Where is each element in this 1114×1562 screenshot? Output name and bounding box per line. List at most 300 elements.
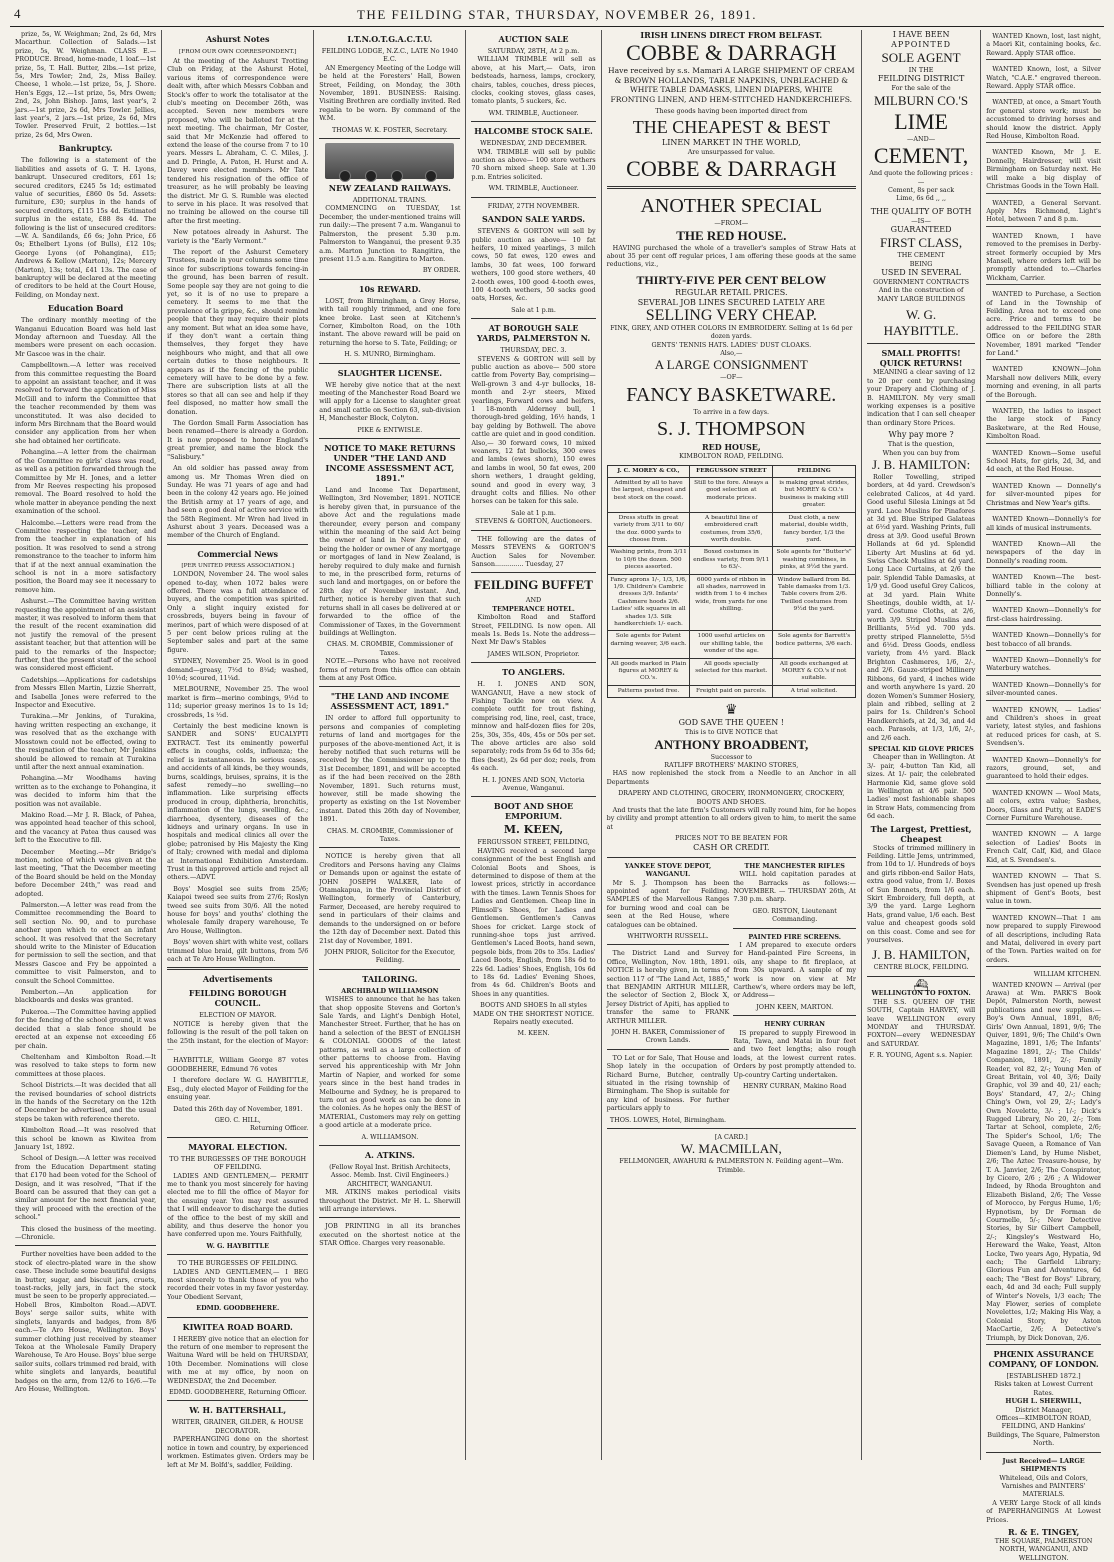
- election-notice: NOTICE is hereby given that the following is the result of the poll taken on the 25th instant, for the election of Mayor:—: [167, 1019, 309, 1054]
- job-printing: JOB PRINTING in all its branches executed on the shortest notice at the STAR Office. Charges very reasonable.: [319, 1222, 461, 1248]
- macmillan-name: W. MACMILLAN,: [680, 1141, 782, 1157]
- successor-label: Successor to: [710, 752, 752, 761]
- of-label: —OF—: [720, 373, 743, 382]
- estate-notice: NOTICE is hereby given that all Creditors and Persons having any Claims or Demands upon or against the estate of JOHN JOSEPH WALKER, late of Otamakapua, in the Provincial District of Wellington, formerly of Canterbury, Farmer, Deceased, are hereby required to send in particulars of their claims and demands to the undersigned on or before the 12th day of December next. Dated this 21st day of November, 1891.: [319, 852, 461, 945]
- tailoring-heading: TAILORING.: [362, 973, 418, 984]
- wanted-ad: WANTED Known—Donnelly's for first-class hairdressing.: [986, 604, 1101, 626]
- divider: [319, 1145, 460, 1146]
- returning-officer: GEO. C. HILL,: [214, 1115, 261, 1124]
- tailoring-signature: A. WILLIAMSON.: [361, 1132, 419, 1141]
- cobbe-darragh-title: COBBE & DARRAGH: [626, 40, 837, 65]
- auction-heading: AUCTION SALE: [498, 34, 569, 44]
- battershall-heading: W. H. BATTERSHALL,: [189, 1405, 287, 1416]
- morey-cell: 1000 useful articles on our shilling table, the wonder of the age.: [690, 631, 773, 658]
- jb-hamilton-2: J. B. HAMILTON,: [872, 947, 971, 963]
- edu-paragraph: Palmerston.—A letter was read from the Committee recommending the Board to sell section No. 90, and to purchase another upon which to erect an infant school. It was resolved that the Secretary should write to the Minister of Education for permission to sell the section, and that Messrs Gascoe and Fry be appointed a committee to visit Palmerston, and to consult the School Committee.: [15, 901, 157, 985]
- anglers-text: H. I. JONES AND SON, WANGANUI, Have a new stock of Fishing Tackle now on view. A complete outfit for trout fishing, comprising rod, line, reel, cast, trace, minnow and half-dozen flies for 20s, 25s, 30s, 35s, 40s, 45s or 50s per set. The above articles are also sold separately; rods from 5s 6d to 35s 6d; flies (best), 2s 6d per doz; reels, from 4s each.: [471, 680, 596, 773]
- auction-date: SATURDAY, 28TH, At 2 p.m.: [487, 47, 580, 55]
- stove-signature: WHITWORTH RUSSELL.: [627, 931, 709, 940]
- morey-cell: is making great strides, but MOREY & CO.'s business is making still greater.: [773, 478, 856, 513]
- cobbe-shipment: Have received by s.s. Mamari A LARGE SHIPMENT OF CREAM & BROWN HOLLANDS, TABLE NAPKINS, UNBLEACHED & WHITE TABLE DAMASKS, LINEN DIAPERS, WHITE FRONTING LINEN, AND HEM-STITCHED HANDKERCHIEFS.: [608, 66, 855, 104]
- morey-header: FERGUSSON STREET: [690, 466, 773, 478]
- god-save-queen: GOD SAVE THE QUEEN !: [678, 718, 784, 728]
- kiwitea-text: I HEREBY give notice that an election for the return of one member to represent the Waituna Ward will be held on THURSDAY, 10th December. Nominations will close with me at my office, by noon on WEDNESDAY, the 2nd December.: [167, 1334, 309, 1385]
- page-columns: [10, 30, 1106, 1562]
- edu-paragraph: Makino Road.—Mr J. R. Black, of Pahea, was appointed head teacher of this school, and the vacancy at Patea thus caused was left to the Executive to fill.: [15, 810, 157, 845]
- card-label: [A CARD.]: [714, 1133, 748, 1142]
- and-label: —AND—: [907, 134, 936, 143]
- morey-cell: All goods marked in Plain figures at MOREY & CO.'s.: [608, 659, 691, 686]
- morey-cell: Sole agents for "Butter's" washing combines, in pinks, at 9½d the yard.: [773, 547, 856, 574]
- cement-title: CEMENT,: [873, 143, 969, 169]
- edu-paragraph: Pohangina.—A letter from the chairman of the Committee re girls' class was read, as well as a petition forwarded through the Committee by Mr H. Jones, and a letter from Mr Reeves respecting his proposed removal. The Board resolved to hold the whole matter in abeyance pending the next examination of the school.: [15, 448, 157, 516]
- wanted-ad: WANTED, the ladies to inspect the large stock of Fancy Basketware, at the Red House, Kimbolton Road.: [986, 405, 1101, 444]
- lower-ads: [607, 862, 856, 1124]
- edu-paragraph: Turakina.—Mr Jenkins, of Turakina, having written respecting an exchange, it was resolved that as the exchange with Mosstown could not be effected, owing to the resignation of the teacher, Mr Jenkins should be allowed to remain at Turakina until after the next annual examination.: [15, 712, 157, 771]
- boot-address: FERGUSSON STREET, FEILDING,: [477, 838, 590, 847]
- edu-paragraph: The ordinary monthly meeting of the Wanganui Education Board was held last Monday afternoon and Tuesday. All the members were present on each occasion. Mr Gascoe was in the chair.: [15, 316, 157, 358]
- kiwitea-signature: EDMD. GOODBEHERE, Returning Officer.: [168, 1388, 307, 1397]
- returns-text: Land and Income Tax Department, Wellington, 3rd November, 1891. NOTICE is hereby given that, in pursuance of the above Act and the regulations made thereunder, every person and company within the meaning of the said Act being the owner of land in New Zealand, or being the holder or owner of any mortgage or mortgages of land in New Zealand, is hereby required to duly make and furnish to me, in the prescribed form, returns of such land and mortgages, on or before the 28th day of November instant. And, further, notice is hereby given that such returns shall in all cases be delivered at or forwarded to the office of the Commissioner of Taxes, in the Government buildings at Wellington.: [319, 486, 461, 637]
- tailoring-text: WISHES to announce that he has taken that shop opposite Stevens and Gorton's Sale Yards, and Light's Denbigh Hotel, Manchester Street. Further, that he has on hand a selection of the BEST of ENGLISH & COLONIAL GOODS of the latest patterns, as well as a large collection of other patterns to choose from. Having served his apprenticeship with Mr John Martin of Napier, and worked for some years since in the best hand trades in Melbourne and Sydney, he is prepared to turn out as good work as can be done in the colonies. As he hopes only the BEST of MATERIAL, Customers may rely on getting a good article at a moderate price.: [319, 995, 461, 1130]
- tingey-address: THE SQUARE, PALMERSTON NORTH, WANGANUI, AND WELLINGTON.: [994, 1536, 1093, 1562]
- linen-market: LINEN MARKET IN THE WORLD,: [661, 137, 801, 147]
- when-you-can-buy: When you can buy from: [882, 448, 960, 457]
- wheel-icon: [339, 170, 351, 182]
- boot-signature: M. KEEN.: [517, 1029, 550, 1038]
- divider: [167, 544, 308, 545]
- phoenix-offices: Offices—KIMBOLTON ROAD, FEILDING, AND Hankins' Buildings, The Square, Palmerston North.: [987, 1414, 1100, 1448]
- district-manager: District Manager,: [1015, 1405, 1072, 1414]
- commercial-paragraph: MELBOURNE, November 25. The wool market is firm—merino combings, 9½d to 11d; superior greasy merinos 1s to 1s 1d; crossbreds, 1s ½d.: [167, 685, 309, 719]
- rifles-heading: THE MANCHESTER RIFLES: [744, 861, 845, 870]
- commercial-paragraph: LONDON, November 24. The wool sales opened to-day, when 1072 bales were offered. There was a full attendance of buyers, and the competition was spirited. Only a slight inquiry existed for crossbreds, buyers being in favour of merinos, part of which were disposed of at 5 per cent below prices ruling at the September sales and part at the same figure.: [167, 570, 309, 654]
- tennis-hats: GENTS' TENNIS HATS. LADIES' DUST CLOAKS.: [651, 340, 812, 349]
- lower-ads-left: [607, 862, 730, 1124]
- regular-prices: REGULAR RETAIL PRICES.: [675, 287, 788, 297]
- for-sale-label: For the sale of the: [891, 84, 951, 93]
- act-heading: "THE LAND AND INCOME ASSESSMENT ACT, 1891.": [330, 691, 450, 712]
- edu-paragraph: December Meeting.—Mr Bridge's motion, notice of which was given at the last meeting, "That the December meeting of the Board should be held on the Monday before December 24th," was read and adopted.: [15, 847, 157, 898]
- morey-cell: Still to the fore. Always a good selection at moderate prices.: [690, 478, 773, 513]
- divider: [986, 1452, 1101, 1453]
- embroidery-colors: FINK, GREY, AND OTHER COLORS IN EMBROIDERY. Selling at 1s 6d per dozen yards.: [610, 323, 853, 341]
- column-6: [862, 30, 981, 1460]
- morey-cell: Dust cloth, a new material, double width, fancy border, 1/3 the yard.: [773, 513, 856, 548]
- wanted-ad: WANTED Known—The best-billiard table in the colony at Donnelly's.: [986, 571, 1101, 601]
- wanted-ad: WANTED KNOWN — That S. Svendsen has just opened up fresh shipment of Gent's Boots, best value in town.: [986, 870, 1101, 909]
- painted-screens-heading: PAINTED FIRE SCREENS.: [748, 932, 841, 941]
- edu-paragraph: Pemberton.—An application for blackboards and desks was granted.: [15, 988, 157, 1005]
- reward-text: LOST, from Birmingham, a Grey Horse, with tail roughly trimmed, and one fore knee broke. Last seen at Kitchenn's Corner, Kimbolton Road, on the 10th instant. The above reward will be paid on returning the horse to S. Tate, Feilding; or: [319, 296, 461, 347]
- why-pay-more: Why pay more ?: [888, 430, 954, 440]
- wanted-ad: WANTED Known—Donnelly's for best tobacco of all brands.: [986, 629, 1101, 651]
- divider: [607, 1128, 856, 1129]
- whitelead-text: Whitelead, Oils and Colors, Varnishes and PAINTERS' MATERIALS.: [999, 1473, 1088, 1499]
- wanted-ad: WANTED Known, lost, a Silver Watch, "C.A.E." engraved thereon. Reward. Apply STAR office.: [986, 63, 1101, 93]
- buffet-and: AND: [525, 596, 542, 605]
- lodge-text: AN Emergency Meeting of the Lodge will be held at the Foresters' Hall, Bowen Street, Feilding, on Monday, the 30th November, 1891. BUSINESS: Raising. Visiting Brethren are cordially invited. Red regalia to be worn. By command of the W.M.: [319, 63, 461, 123]
- wanted-ad: WANTED Known—Donnelly's for razors, ground, set, and guaranteed to hold their edges.: [986, 754, 1101, 784]
- millinery-text: Stocks of trimmed millinery in Feilding. Little Jems, untrimmed, from 10d to 1/. Hundreds of boys and girls ribbon-end Sailor Hats, extra good value, from 1/. Boxes of Sun Bonnets, from 1/6 each. Skirt Embroidery, full depth, at 3/9 the yard. Large Leghorn Hats, grand value, 1/6 each. Best value and cheapest goods sold on this coast. Come and see for yourselves.: [866, 843, 976, 945]
- newspaper-title: THE FEILDING STAR, THURSDAY, NOVEMBER 26, 1891.: [356, 7, 758, 22]
- wanted-ad: WANTED to Purchase, a Section of Land in the Township of Feilding. Area not to exceed one acre. Price and terms to be addressed to the FEILDING STAR Office on or before the 28th November, 1891 marked "Tender for Land.": [986, 288, 1101, 360]
- large-consignment: A LARGE CONSIGNMENT: [654, 357, 808, 373]
- wanted-ad: WANTED KNOWN — Wool Mats, all colors, extra value; Sashes, Doors, Glass and Putty, at EADE'S Corner Furniture Warehouse.: [986, 787, 1101, 826]
- morey-table: [607, 465, 856, 699]
- battershall-trades: WRITER, GRAINER, GILDER, & HOUSE DECORATOR.: [172, 1418, 304, 1435]
- morey-cell: Fancy aprons 1/-, 1/3, 1/6, 1/9. Children's Cambric dresses 3/9. Infants' Cashmere hoods 2/6. Ladies' silk squares in all shades 1/3. Silk handkerchiefs 1/- each.: [608, 575, 691, 632]
- wanted-ad: WANTED KNOWN, — Ladies' and Children's shoes in great variety, latest styles, and fashions at reduced prices for cash, at S. Svendsen's.: [986, 704, 1101, 751]
- kiwitea-heading: KIWITEA ROAD BOARD.: [182, 1321, 293, 1332]
- lodge-signature: THOMAS W. K. FOSTER, Secretary.: [332, 125, 448, 134]
- divider: [607, 186, 856, 189]
- burgesses-text: LADIES AND GENTLEMEN,— PERMIT me to thank you most sincerely for having elected me to fill the office of Mayor for the ensuing year. You may rest assured that I will endeavor to discharge the duties of the office to the best of my skill and ability, and thus deserve the honor you have conferred upon me. Yours Faithfully,: [167, 1171, 309, 1239]
- morey-cell: A beautiful line of embroidered craft costumes, from 35/6, worth double.: [690, 513, 773, 548]
- sj-thompson: S. J. THOMPSON: [657, 418, 806, 441]
- departments-list: DRAPERY AND CLOTHING, GROCERY, IRONMONGERY, CROCKERY, BOOTS AND SHOES.: [618, 789, 845, 806]
- anglers-signature: H. I. JONES AND SON, Victoria Avenue, Wanganui.: [482, 775, 585, 793]
- broadbent-trusts: And trusts that the late firm's Customers will rally round him, for he hopes by civility and prompt attention to all orders given to him, to merit the same at: [606, 806, 856, 831]
- divider: [471, 121, 595, 122]
- borough-signature: STEVENS & GORTON, Auctioneers.: [475, 517, 592, 526]
- election-dated: Dated this 26th day of November, 1891.: [173, 1104, 303, 1113]
- sandon-date: FRIDAY, 27TH NOVEMBER.: [487, 201, 580, 210]
- anglers-heading: TO ANGLERS.: [502, 667, 565, 678]
- largest-prettiest: The Largest, Prettiest, Cheapest: [870, 823, 972, 844]
- foxton-text: THE S.S. QUEEN OF THE SOUTH, Captain HARVEY, will leave WELLINGTON every MONDAY and THURSDAY. FOXTON—every WEDNESDAY and SATURDAY.: [866, 997, 976, 1048]
- rifles-text: WILL hold capitation parades at the Barracks as follows:— NOVEMBER. — THURSDAY 26th, At 7.30 p.m. sharp.: [733, 870, 856, 904]
- centre-block: CENTRE BLOCK, FEILDING.: [873, 963, 969, 972]
- foxton-signature: F. R. YOUNG, Agent s.s. Napier.: [869, 1051, 973, 1060]
- act-text: IN order to afford full opportunity to persons and companies of completing returns of land and mortgages for the purposes of the above-mentioned Act, it is hereby notified that such returns will be received by the Commissioner up to the 31st December, 1891, and will be accepted as if the had been received on the 28th November, 1891. Such returns must, however, still be made showing the property as existing on the 1st November instant. Dated this 26th day of November, 1891.: [319, 714, 461, 824]
- just-received: Just Received— LARGE SHIPMENTS: [1002, 1456, 1085, 1474]
- architect-text: MR. ATKINS makes periodical visits throughout the District. Mr H. L. Sherwill will arrange interviews.: [319, 1188, 461, 1214]
- morey-cell: Freight paid on parcels.: [690, 686, 773, 698]
- railways-text: COMMENCING on TUESDAY, 1st December, the under-mentioned trains will run daily:—The present 7 a.m. Wanganui to Palmerston, the present 5.30 p.m. Palmerston to Wanganui, the present 9.35 a.m. Marton Junction to Rangitira, the present 11.5 a.m. Rangitira to Marton.: [319, 204, 461, 263]
- buffet-signature: JAMES WILSON, Proprietor.: [487, 649, 580, 658]
- auction-text: WILLIAM TRIMBLE will sell as above, at his Mart,— Oats, iron bedsteads, harness, lamps, crockery, chairs, tables, couches, dress pieces, clocks, cooking stoves, glass cases, tomato plants, 5 suckers, &c.: [471, 55, 596, 106]
- local-advts: Further novelties have been added to the stock of electro-plated ware in the show case. These include some beautiful designs in butter, sugar, and biscuit jars, cruets, toast-racks, jelly jars, in fact the stock must be seen to be properly appreciated.—Hobell Bros, Kimbolton Road.—ADVT. Boys' serge sailor suits, white with singlets, lanyards and badges, from 8/6 each.—Te Aro House, Wellington. Boys' summer clothing just received by steamer Tekoa at the Wholesale Family Drapery Warehouse, Te Aro House. Boys' blue serge sailor suits, collars trimmed red braid, with white singlets and lanyards, beautiful badges on the arm, from 12/6 to 16/6.—Te Aro House, Wellington.: [15, 1250, 157, 1393]
- wanted-ad: WANTED KNOWN — Arrival (per Arawa) at Wm. PARK'S Book Depôt, Palmerston North, newest publications and new supplies.—Boy's Own Annual, 1891, 8/6; Girls' Own Annual, 1891, 9/6; The Quiver, 1891, 9/6; The Child's Own Magazine, 1891, 1/6; The Infants' Magazine 1891, 2/-; The Childs' Companion, 1891, 2/-; Family Reader, vol 82, 2/-; Young Men of Great Britain, vol 40, 3/6; Daily Graphic, vol 39 and 40, 21/ each; Boys' Standard, 47, 2/-; Ching Ching's Own, vol 29, 2/-; Lady's Own Novelette, 3/- ; 1/-; Dick's Rugged Library, No 20, 2/-; Tom Tartar at School, complete, 2/6; The Spider's School, 1/6; The Savage Queen, a Romance of Van Diemen's Land, by Hume Nisbet, 2/6; The Aztec Treasure-house, by T. A. Janvier, 2/6; The Conspirator, by Cicero, 2/6 ; 2/6 ; A Widower Indeed, by Rhoda Broughton and Elizabeth Bisland, 2/6; The Vesse of Morocco, by Fergus Hume, 1/6; Hypnotism, by Dr Forman de Courmelle, 5/-; New Detective Stories, by Sir Gilbert Campbell, 2/-; Kingsley's Westward Ho, Hereward the Wake, Yeast, Alton Locke, Two years Ago, Hypatia, 9d each; The Garfield Library; Glorious Fun and Adventures, 6d each; The "Best for Boys" Library, each, 4d and 3d each; Full supply of Winter's Novels, 1/3 each; The May Flower, series of complete Novelettes, 1/2; Making His Way, a Colonial Story, by Aston MacCartie, 2/6; A Detective's Triumph, by Dick Donovan, 2/6.: [986, 979, 1101, 1345]
- jb-hamilton: J. B. HAMILTON:: [871, 456, 971, 472]
- morey-header: FEILDING: [773, 466, 856, 478]
- buffet-text: Kimbolton Road and Stafford Street, FEILDING. Is now open. All meals 1s. Beds 1s. Note the address— Next Mr Daw's Stables: [471, 613, 596, 647]
- architect-heading: A. ATKINS.: [364, 1150, 415, 1161]
- divider: [733, 928, 856, 929]
- used-in-several: USED IN SEVERAL: [881, 268, 961, 278]
- column-4: [466, 30, 601, 1460]
- edu-paragraph: Campbelltown.—A letter was received from this committee requesting the Board to appoint an assistant teacher, and it was resolved to forward the application of Miss McGill and to inform the Committee that the teacher recommended by them was unconstituted. It was also decided to inform Mrs Birchnam that the Board would consider any application from her when she had obtained her certificate.: [15, 361, 157, 445]
- wanted-ad: WANTED KNOWN—That I am now prepared to supply Firewood of all descriptions, including Rata and Matai, delivered in every part of the Town. Parties waited on for orders.: [986, 912, 1101, 967]
- ashurst-paragraph: New potatoes already in Ashurst. The variety is the "Early Vermont.": [167, 228, 309, 245]
- lime-price: Lime, 6s 6d ,, ,,: [896, 194, 947, 203]
- burgesses-heading: TO THE BURGESSES OF THE BOROUGH OF FEILDING.: [169, 1154, 307, 1172]
- divider: [319, 847, 460, 848]
- kid-glove-prices: SPECIAL KID GLOVE PRICES: [868, 744, 974, 753]
- column-1: [10, 30, 162, 1460]
- education-heading: Education Board: [47, 303, 124, 314]
- architect-credentials: (Fellow Royal Inst. British Architects, Assoc. Memb. Inst. Civil Engineers.) ARCHITECT, WANGANUI.: [329, 1163, 451, 1188]
- tingey-name: R. & E. TINGEY,: [1007, 1526, 1080, 1537]
- council-heading: FEILDING BOROUGH COUNCIL.: [188, 988, 287, 1009]
- stove-heading: YANKEE STOVE DEPOT, WANGANUI.: [624, 861, 712, 879]
- estate-signature: JOHN PRIOR, Solicitor for the Executor, Feilding.: [324, 947, 456, 965]
- paperhangings-text: A VERY Large Stock of all kinds of PAPERHANGINGS At Lowest Prices.: [986, 1498, 1101, 1524]
- selling-very-cheap: SELLING VERY CHEAP.: [645, 306, 817, 324]
- edu-paragraph: Ashurst.—The Committee having written requesting the appointment of an assistant master, it was resolved to inform them that the result of the recent examination did not justify the removal of the present assistant teacher, but that attention will be paid to the remarks of the Inspector; further, that the present staff of the school was considered most efficient.: [15, 597, 157, 673]
- column-5: [602, 30, 862, 1460]
- burgesses2-heading: TO THE BURGESSES OF FEILDING.: [177, 1259, 298, 1268]
- borough-date: THURSDAY, DEC. 3.: [500, 346, 567, 355]
- give-notice: This is to GIVE NOTICE that: [684, 728, 778, 737]
- morey-cell: All goods specially selected for this market.: [690, 659, 773, 686]
- divider: [319, 279, 460, 280]
- guaranteed-label: GUARANTEED: [890, 225, 952, 235]
- boot-tail: BOOTS AND SHOES In all styles MADE ON THE SHORTEST NOTICE. Repairs neatly executed.: [472, 1001, 595, 1026]
- wanted-ad: WANTED Known, Mr J. E. Donnelly, Hairdresser, will visit Birmingham on Saturday next. He will make a big display of Christmas Goods in the Town Hall.: [986, 146, 1101, 193]
- morey-cell: Admitted by all to have the largest, cheapest and best stock on the coast.: [608, 478, 691, 513]
- boot-name: M. KEEN,: [503, 823, 564, 837]
- divider: [471, 197, 595, 198]
- haybittle-name: W. G. HAYBITTLE.: [883, 307, 959, 339]
- battershall-text: PAPERHANGING done on the shortest notice in town and country, by experienced workmen. Estimates given. Orders may be left at Mr M. Bolfd's, saddler, Feilding.: [167, 1435, 309, 1469]
- thompson-address: KIMBOLTON ROAD, FEILDING.: [679, 452, 784, 461]
- cobbe-imported: These goods having been imported direct from: [655, 107, 808, 116]
- wanted-ad: WANTED Known—All the newspapers of the day in Donnelly's reading room.: [986, 538, 1101, 568]
- morey-cell: Boxed costumes in endless variety, from 9/11 to 63/-.: [690, 547, 773, 574]
- election-heading: ELECTION OF MAYOR.: [199, 1011, 277, 1020]
- lodge-heading: I.T.N.O.T.G.A.C.T.U.: [347, 34, 433, 44]
- divider: [319, 686, 460, 687]
- divider: [319, 438, 460, 439]
- in-the-label: IN THE: [908, 66, 934, 74]
- thirty-five-percent: THIRTY-FIVE PER CENT BELOW: [636, 272, 827, 287]
- divider: [867, 976, 975, 977]
- auction-signature: WM. TRIMBLE, Auctioneer.: [488, 108, 579, 117]
- edu-paragraph: School of Design.—A letter was received from the Education Department stating that £170 had been voted for the School of Design, and it was resolved, "That if the Board can be assured that they can get a similar amount for the next financial year, they will proceed with the erection of the school.": [15, 1154, 157, 1222]
- morey-cell: A trial solicited.: [773, 686, 856, 698]
- reward-heading: 10s REWARD.: [358, 283, 421, 294]
- curran-heading: HENRY CURRAN: [764, 1020, 826, 1029]
- morey-cell: Patterns posted free.: [608, 686, 691, 698]
- wanted-ad: WANTED Known — Donnelly's for silver-mounted pipes for Christmas and New Year's gifts.: [986, 480, 1101, 510]
- morey-cell: Window ballard from 8d. Table damasks from 1/3. Table covers from 2/6. Twilled costumes from 9½d the yard.: [773, 575, 856, 632]
- irish-linens: IRISH LINENS DIRECT FROM BELFAST.: [640, 30, 823, 40]
- ashurst-byline: [FROM OUR OWN CORRESPONDENT.]: [178, 49, 297, 55]
- masthead: [10, 4, 1104, 27]
- commercial-paragraph: Certainly the best medicine known is SANDER and SONS' EUCALYPTI EXTRACT. Test its eminently powerful effects in coughs, colds, influenza; the relief is instantaneous. In serious cases, and accidents of all kinds, be they wounds, burns, scaldings, bruises, sprains, it is the safest remedy—no swelling—no inflammation. Like surprising effects produced in croup, diphtheria, bronchitis, inflammation of the lungs, swelling, &c.; diarrhoea, dysentery, diseases of the kidneys and urinary organs. In use in hospitals and medical clinics all over the globe; patronised by His Majesty the King of Italy; crowned with medal and diploma at International Exhibition Amsterdam. Trust in this approved article and reject all others.—ADVT.: [167, 722, 309, 882]
- the-cement-label: THE CEMENT: [897, 251, 945, 260]
- column-7: [981, 30, 1106, 1562]
- commercial-byline: [PER UNITED PRESS ASSOCIATION.]: [181, 562, 295, 569]
- unsurpassed: Are unsurpassed for value.: [687, 147, 775, 156]
- divider: [319, 1217, 460, 1218]
- buffet-subheading: TEMPERANCE HOTEL.: [492, 604, 575, 613]
- ashurst-paragraph: An old soldier has passed away from among us. Mr Thomas Wren died on Sunday. He was 71 years of age and had been in the colony 42 years ago. He joined the British army at 17 years of age, and had seen a good deal of active service with the 58th Regiment. Mr Wren had lived in Ashurst about 3 years. Deceased was a member of the Church of England.: [167, 464, 309, 540]
- macmillan-trade: FELLMONGER, AWAHURI & PALMERSTON N. Feilding agent—Wm. Trimble.: [619, 1157, 844, 1174]
- railways-heading: NEW ZEALAND RAILWAYS.: [328, 183, 451, 194]
- phoenix-heading: PHŒNIX ASSURANCE COMPANY, OF LONDON.: [988, 1349, 1099, 1370]
- halcombe-signature: WM. TRIMBLE, Auctioneer.: [488, 184, 579, 193]
- halcombe-date: WEDNESDAY, 2ND DECEMBER.: [480, 139, 587, 148]
- morey-cell: 6000 yards of ribbon in all shades, narrowed in width from 1 to 4 inches wide, from yards for one shilling.: [690, 575, 773, 632]
- divider: [471, 318, 595, 319]
- slaughter-text: WE hereby give notice that at the next meeting of the Manchester Road Board we will apply for a License to slaughter great and small cattle on Section 63, sub-division H, Manchester Block, Colyton.: [319, 380, 461, 423]
- wanted-ad: WANTED Known—Some useful School Hats, for girls, 2d, 3d, and 4d each, at the Red House.: [986, 447, 1101, 477]
- divider: [607, 944, 730, 945]
- divider: [167, 1400, 308, 1401]
- feilding-district: FEILDING DISTRICT: [877, 74, 965, 84]
- burgesses2-text: LADIES AND GENTLEMEN,— I BEG most sincerely to thank those of you who recorded their votes in my favor yesterday. Your Obedient Servant,: [167, 1267, 309, 1301]
- sandon-heading: SANDON SALE YARDS.: [481, 214, 586, 225]
- locomotive-illustration: [325, 143, 454, 179]
- sale-dates: THE following are the dates of Messrs STEVENS & GORTON'S Auction Sales for November. Sanson.............. Tuesday, 27: [471, 534, 596, 568]
- borough-text: STEVENS & GORTON will sell by public auction as above— 500 store cattle from Poverty Bay, comprising— Well-grown 3 and 4-yr bullocks, 18-month and 2-yr steers, Mixed yearlings, Forward cows and heifers, 1 18-month Alderney bull, 1 thorough-bred gelding, 16½ hands, 1 bay gelding by Bothwell. The above cattle are quiet and in good condition. Also,— 30 forward cows, 10 mixed weaners, 12 fat bullocks, 300 ewes and lambs (ewes shorn), 150 ewes and lambs in wool, 50 fat ewes, 200 shorn wethers, 1 draught gelding, sound and good in every way, 3 draught colts and fillies. No other horses can be taken for this sale.: [471, 354, 596, 506]
- arrive-label: To arrive in a few days.: [693, 407, 770, 416]
- wheel-icon: [425, 170, 437, 182]
- is-label: —IS—: [911, 216, 931, 225]
- divider: [167, 1254, 308, 1255]
- edu-paragraph: Cadetships.—Applications for cadetships from Messrs Ellen Martin, Lizzie Sherratt, and Isabella Jones were referred to the Inspector and Executive.: [15, 675, 157, 710]
- returns-signature: CHAS. M. CROMBIE, Commissioner of Taxes.: [326, 640, 453, 657]
- cash-or-credit: CASH OR CREDIT.: [693, 842, 770, 852]
- edu-paragraph: School Districts.—It was decided that all the revised boundaries of school districts in the hands of the Secretary on the 12th of December be advertised, and the usual steps be taken with reference thereto.: [15, 1081, 157, 1123]
- commercial-heading: Commercial News: [197, 548, 279, 559]
- divider: [167, 1137, 308, 1138]
- cheapest-best: THE CHEAPEST & BEST: [632, 116, 830, 137]
- burgesses-signature: W. G. HAYBITTLE: [206, 1241, 269, 1250]
- edu-paragraph: Cheltenham and Kimbolton Road.—It was resolved to take steps to form new committees at those places.: [15, 1052, 157, 1078]
- burgesses2-signature: EDMD. GOODBEHERE.: [196, 1304, 280, 1313]
- returns-heading: NOTICE TO MAKE RETURNS UNDER "THE LAND AND INCOME ASSESSMENT ACT, 1891.": [324, 443, 456, 483]
- first-class: FIRST CLASS,: [880, 235, 963, 251]
- anthony-broadbent: ANTHONY BROADBENT,: [654, 736, 809, 752]
- divider: [319, 363, 460, 364]
- edu-paragraph: This closed the business of the meeting.—Chronicle.: [15, 1224, 157, 1242]
- bankruptcy-text: The following is a statement of the liabilities and assets of G. T. H. Lyons, bankrupt. Unsecured creditors, £61 1s; secured creditors, £245 5s 1d; estimated value of securities, £860 0s 5d. Assets: furniture, £30; surplus in the hands of secured creditors, £115 15s 4d. Estimated surplus in the estate, £88 8s 4d. The following is the list of unsecured creditors:—W. A. Sandilands, £6 6s; John Price, £6 0s; Ethelbert Lyons (of Bulls), £12 10s; George Lyons (of Pohangina), £15; Andrews & Kellow (Marton), 12s; Mercery (Marton), 13s; total, £41 13s. The case of bankruptcy will be declared at the meeting of creditors to be held at the Court House, Feilding, on Monday next.: [15, 156, 157, 299]
- wanted-ad: WANTED, a General Servant. Apply Mrs Richmond, Light's Hotel, between 7 and 8 p.m.: [986, 197, 1101, 227]
- lower-ads-right: [733, 862, 856, 1124]
- appointed-line-2: APPOINTED: [891, 40, 952, 49]
- wanted-ad: WANTED KNOWN — A large selection of Ladies' Boots in French Calf, Calf, Kid, and Glace Kid, at S. Svendsen's.: [986, 828, 1101, 867]
- kid-glove-text: Cheaper than in Wellington. At 3/- pair, 4-button Tan Kid, all sizes. At 1/- pair, the celebrated Harmonie Kid, same glove sold in Wellington at 4/6 pair. 500 Ladies' most fashionable shapes in Straw Hats, commencing from 6d each.: [866, 753, 976, 821]
- sandon-time: Sale at 1 p.m.: [511, 305, 556, 314]
- also-label: Also,—: [720, 349, 743, 358]
- curran-signature: HENRY CURRAN, Makino Road: [743, 1082, 847, 1091]
- quick-returns: QUICK RETURNS!: [879, 358, 963, 369]
- being-label: BEING: [909, 259, 933, 268]
- divider: [167, 1317, 308, 1318]
- show-results: prize, 5s, W. Weighman; 2nd, 2s 6d, Mrs Macarthur. Collection of Salads.—1st prize, 5s, W. Weighman. CLASS E.—PRODUCE. Bread, home-made, 1 loaf.—1st prize, 5s, T. Hall. Butter, 2lbs.—1st prize, 5s, Mrs Towler; 2nd, 2s, Miss Bailey. Cheese, 1 whole.—1st prize, 5s, J. Shore. Hen's Eggs, 12.—1st prize, 5s, Mrs Owen; 2nd, 2s, John Bishop. Jams, last year's, 2 jars.—1st prize, 2s 6d, Mrs Towler. Jellies, last year's, 2 jars.—1st prize, 2s 6d, Mrs Towler. Preserved Fruit, 2 bottles.—1st prize, 2s 6d, Mrs Owen.: [15, 30, 157, 139]
- morey-cell: Sole agents for Patent darning weaver, 3/6 each.: [608, 631, 691, 658]
- tailor-name: ARCHIBALD WILLIAMSON: [341, 986, 439, 995]
- ashurst-paragraph: The Gordon Small Farm Association has been renamed—there is already a Gordon. It is now proposed to honor England's great premier, and name the block the "Salisbury.": [167, 419, 309, 461]
- wanted-ad: WANTED Known—Donnelly's for all kinds of musical instruments.: [986, 513, 1101, 535]
- commercial-paragraph: Boys' woven shirt with white vest, collars trimmed blue braid, gilt buttons, from 5/6 each at Te Aro House Wellington.: [167, 938, 309, 964]
- election-result: HAYBITTLE, William George 87 votes GOODBEHERE, Edmund 76 votes: [167, 1056, 309, 1073]
- page-number: 4: [14, 6, 22, 21]
- bankruptcy-heading: Bankruptcy.: [58, 143, 113, 154]
- thompson-red-house: RED HOUSE,: [701, 442, 761, 453]
- returning-officer-title: Returning Officer.: [249, 1124, 309, 1133]
- kitchen-signature: WILLIAM KITCHEN.: [1033, 970, 1101, 979]
- wanted-ad: WANTED Known—Donnelly's for silver-mounted canes.: [986, 679, 1101, 701]
- election-declare: I therefore declare W. G. HAYBITTLE, Esq., duly elected Mayor of Feilding for the ensuing year.: [167, 1076, 309, 1102]
- divider: [319, 138, 460, 139]
- ashurst-paragraph: At the meeting of the Ashurst Trotting Club on Friday, at the Ashurst Hotel, various items of correspondence were dealt with, after which Messrs Cobban and Stock's offer to work the totalisator at the club's meeting on December 26th, was accepted. Seven new members were proposed, who will be balloted for at the next meeting. The chairman, Mr Coster, said that Mr McKenzie had offered to extend the lease of the course from 7 to 10 years. Messrs L. Abraham, C. C. Miles, J. and D. Pringle, A. Paton, H. Hurst and A. Davey were elected members. Mr Tate tendered his resignation of the office of treasurer, as he will probably be leaving the district. Mr G. S. Rumble was elected to serve in his place. It was resolved that no training be allowed on the course till after the first meeting.: [167, 57, 309, 225]
- divider: [867, 343, 975, 344]
- ashurst-paragraph: The report of the Ashurst Cemetery Trustees, made in your columns some time since for subscriptions towards fencing-in the ground, has been barren of result. Some people say they are not going to die yet, so it is of no use to prepare a cemetery. It seems to me that the prevalence of la grippe, &c., should remind people that they may require their plots any moment. But what an idea some have, if they don't want a certain thing themselves, they forget they have neighbours who might, and that all owe certain duties to those neighbours. It appears as if the fencing of the public cemetery will have to be done by a few. There are subscription lists at all the stores so that all can see and help if they feel disposed, no matter how small the donation.: [167, 247, 309, 416]
- divider: [607, 1049, 730, 1050]
- quote-label: And quote the following prices :—: [869, 169, 973, 186]
- column-2: [162, 30, 314, 1469]
- buffet-heading: FEILDING BUFFET: [474, 577, 593, 593]
- appointed-line-1: I HAVE BEEN: [892, 30, 950, 39]
- another-special: ANOTHER SPECIAL: [640, 195, 823, 218]
- steamship-icon: ⛴: [913, 977, 929, 992]
- ashurst-heading: Ashurst Notes: [205, 34, 270, 44]
- survey-signature: JOHN H. BAKER, Commissioner of Crown Lands.: [611, 1028, 725, 1045]
- railways-subheading: ADDITIONAL TRAINS.: [352, 196, 427, 205]
- wheel-icon: [391, 170, 403, 182]
- construction-label: And in the construction of: [878, 286, 964, 295]
- divider: [167, 967, 308, 970]
- divider: [471, 530, 595, 531]
- lime-title: LIME: [894, 108, 948, 134]
- morey-cell: All goods exchanged at MOREY & CO.'s if not suitable.: [773, 659, 856, 686]
- halcombe-text: WM. TRIMBLE will sell by public auction as above— 100 store wethers 70 shorn mixed sheep. Sale at 1.30 p.m. Entries solicited.: [471, 147, 596, 181]
- prices-not-beaten: PRICES NOT TO BE BEATEN FOR: [675, 834, 788, 843]
- wanted-ad: WANTED KNOWN—John Marshall now delivers Milk, every morning and evening, in all parts of the Borough.: [986, 363, 1101, 402]
- wanted-ad: WANTED Known, lost, last night, a Maori Kit, containing books, &c. Reward. Apply STAR office.: [986, 30, 1101, 60]
- returns-note: NOTE.—Persons who have not received forms of return from this office can obtain them at any Post Office.: [319, 657, 461, 682]
- large-buildings: MANY LARGE BUILDINGS: [877, 294, 966, 303]
- small-profits: SMALL PROFITS!: [881, 348, 961, 359]
- divider: [607, 857, 856, 858]
- crown-icon: ♛: [725, 702, 738, 719]
- broadbent-replenished: HAS now replenished the stock from a Needle to an Anchor in all Departments: [606, 769, 856, 786]
- hamilton-saving: MEANING a clear saving of 12 to 20 per cent by purchasing your Drapery and Clothing of J. B. HAMILTON. My very small working expenses is a positive indication that I can sell cheaper than ordinary Store Prices.: [866, 368, 976, 427]
- halcombe-heading: HALCOMBE STOCK SALE.: [474, 126, 593, 137]
- column-3: [314, 30, 466, 1460]
- divider: [319, 969, 460, 970]
- to-let-signature: THOS. LOWES, Hotel, Birmingham.: [609, 1115, 727, 1124]
- job-lines: SEVERAL JOB LINES SECURED LATELY ARE: [637, 297, 825, 307]
- slaughter-signature: PIKE & ENTWISLE.: [357, 425, 423, 434]
- that-is-question: That is the question,: [887, 440, 955, 449]
- stove-text: Mr S. J. Thompson has been appointed agent for Feilding. SAMPLES of the Marvellous Ranges for burning wood and coal can be seen at the Red House, where catalogues can be obtained.: [606, 878, 730, 929]
- phoenix-risks: Risks taken at Lowest Current Rates.: [994, 1380, 1093, 1397]
- advertisements-heading: Advertisements: [202, 974, 273, 985]
- ratliff-brothers: RATLIFF BROTHERS' MAKINO STORES,: [664, 761, 799, 770]
- foxton-heading: WELLINGTON TO FOXTON.: [871, 989, 971, 998]
- slaughter-heading: SLAUGHTER LICENSE.: [337, 367, 442, 378]
- wheel-icon: [365, 170, 377, 182]
- morey-cell: Sole agents for Barrett's bodice patterns, 3/6 each.: [773, 631, 856, 658]
- survey-notice: The District Land and Survey Office, Wellington, Nov. 18th, 1891. NOTICE is hereby given, in terms of section 117 of "The Land Act, 1885," that BENJAMIN ARTHUR MILLER, the selector of Section 2, Block X, Jersey District of Apiti, has applied to transfer the same to FRANK ARTHUR MILLER.: [606, 949, 730, 1025]
- mayoral-heading: MAYORAL ELECTION.: [188, 1141, 288, 1152]
- morey-cell: Washing prints, from 3/11 to 10/6 the dozen. 500 pieces assorted.: [608, 547, 691, 574]
- lodge-subheading: FEILDING LODGE, N.Z.C., LATE No 1940 E.C.: [321, 47, 458, 64]
- quality-of-both: THE QUALITY OF BOTH: [870, 206, 972, 216]
- divider: [733, 1015, 856, 1016]
- divider: [471, 662, 595, 663]
- cobbe-darragh-title-2: COBBE & DARRAGH: [626, 156, 837, 182]
- wanted-ad: WANTED Known—Donnelly's for Waterbury watches.: [986, 654, 1101, 676]
- screens-text: I AM prepared to execute orders for Hand-painted Fire Screens, in oils, any shape to fit fireplace, at from 30s upward. A sample of my work is now on view at Mr Carthew's, where orders may be left, or Address—: [733, 940, 856, 1000]
- government-contracts: GOVERNMENT CONTRACTS: [873, 278, 970, 287]
